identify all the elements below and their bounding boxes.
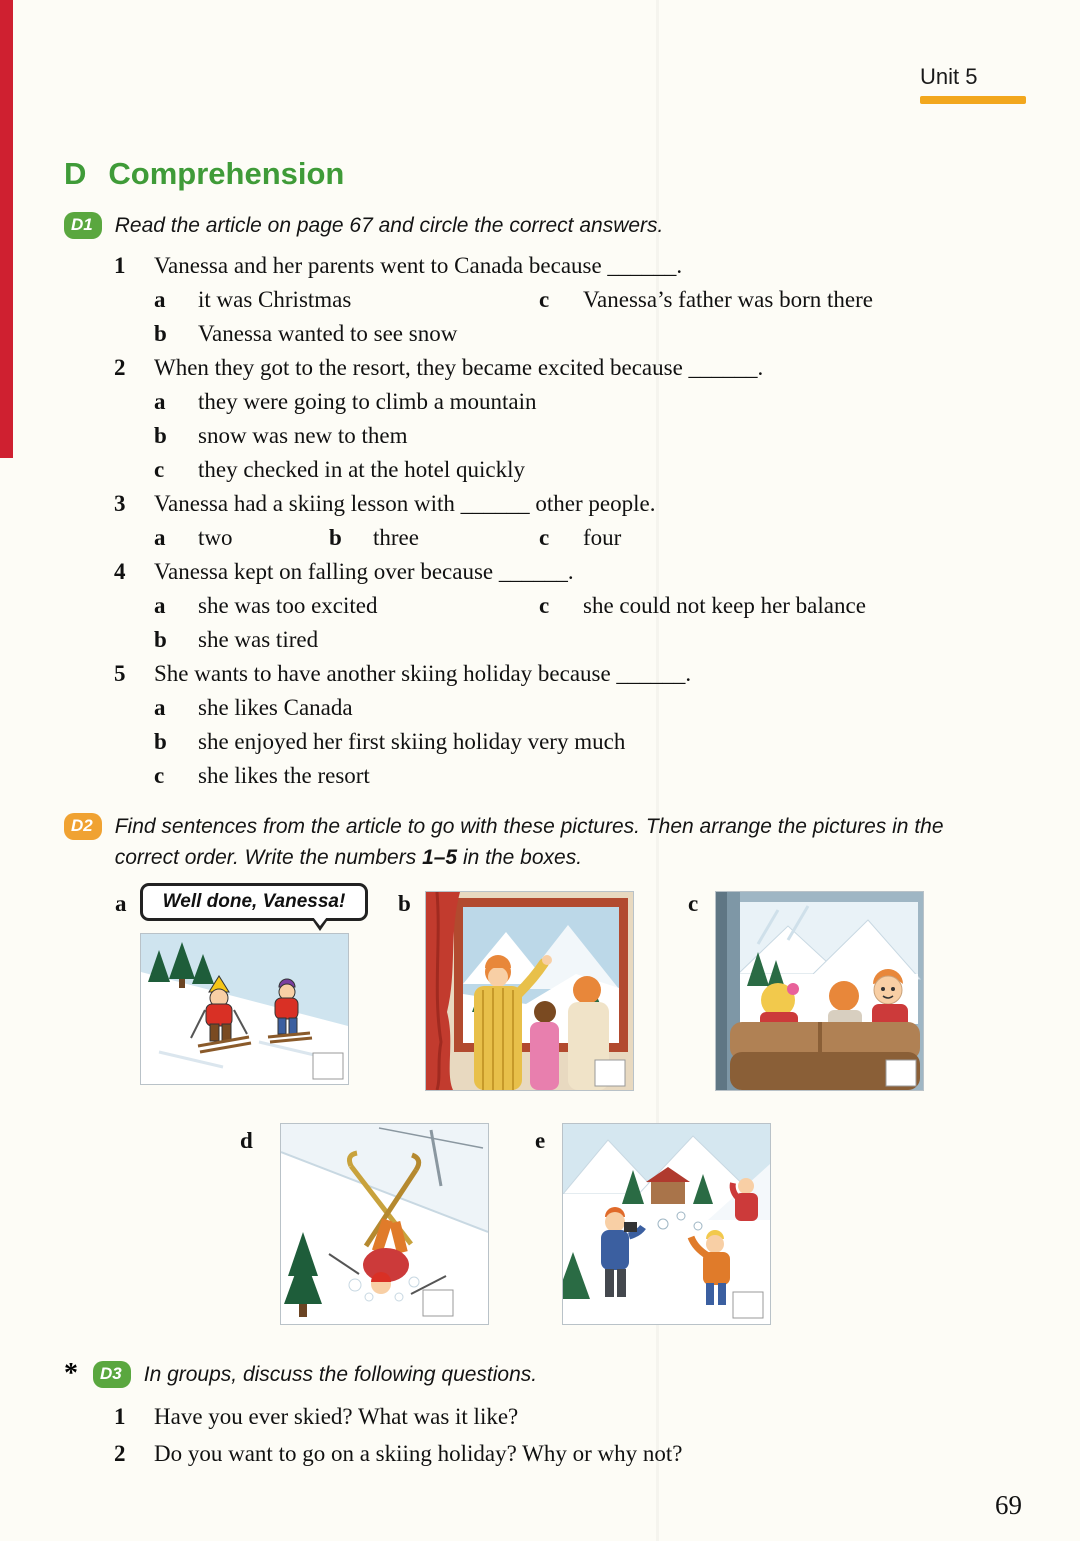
d2-instruction: Find sentences from the article to go with these pictures. Then arrange the pictures in the correct order. Write the numbers 1–5 in the boxes. bbox=[114, 815, 944, 869]
question-number: 3 bbox=[114, 491, 126, 516]
option-3a[interactable]: a two bbox=[154, 525, 233, 550]
option-5a[interactable]: a she likes Canada bbox=[154, 695, 353, 720]
d1-questions bbox=[114, 249, 1024, 793]
d3-header bbox=[64, 1359, 1024, 1390]
option-5c[interactable]: c she likes the resort bbox=[154, 763, 370, 788]
d2-badge: D2 bbox=[64, 813, 102, 840]
picture-b bbox=[425, 891, 634, 1091]
family-at-window-illustration bbox=[426, 892, 633, 1090]
optional-asterisk: * bbox=[64, 1358, 78, 1389]
option-5b[interactable]: b she enjoyed her first skiing holiday very much bbox=[154, 729, 626, 754]
question-number: 1 bbox=[114, 253, 126, 278]
option-2b[interactable]: b snow was new to them bbox=[154, 423, 408, 448]
question-number: 4 bbox=[114, 559, 126, 584]
d1-question-4 bbox=[114, 555, 1024, 657]
d1-question-3 bbox=[114, 487, 1024, 555]
option-2c[interactable]: c they checked in at the hotel quickly bbox=[154, 457, 525, 482]
question-number: 2 bbox=[114, 1441, 126, 1466]
picture-e bbox=[562, 1123, 771, 1325]
option-4a[interactable]: a she was too excited bbox=[154, 593, 378, 618]
fallen-skier-illustration bbox=[281, 1124, 488, 1324]
picture-c-label: c bbox=[688, 891, 699, 916]
d1-badge: D1 bbox=[64, 212, 102, 239]
question-text: Have you ever skied? What was it like? bbox=[154, 1404, 519, 1429]
d3-question-1 bbox=[114, 1398, 1024, 1435]
d3-badge: D3 bbox=[93, 1361, 131, 1388]
answer-box-b[interactable] bbox=[595, 1060, 625, 1086]
page-number: 69 bbox=[995, 1490, 1022, 1520]
question-text: Vanessa kept on falling over because ______. bbox=[154, 559, 574, 584]
snowball-fight-illustration bbox=[563, 1124, 770, 1324]
option-1b[interactable]: b Vanessa wanted to see snow bbox=[154, 321, 458, 346]
section-letter: D bbox=[64, 156, 87, 191]
picture-d bbox=[280, 1123, 489, 1325]
section-title: Comprehension bbox=[108, 156, 345, 191]
picture-a-label: a bbox=[115, 891, 127, 916]
option-4c[interactable]: c she could not keep her balance bbox=[539, 593, 866, 618]
question-number: 5 bbox=[114, 661, 126, 686]
d2-header bbox=[64, 811, 1024, 873]
question-number: 2 bbox=[114, 355, 126, 380]
picture-b-label: b bbox=[398, 891, 411, 916]
question-text: Vanessa and her parents went to Canada because ______. bbox=[154, 253, 683, 278]
picture-c bbox=[715, 891, 924, 1091]
d1-instruction: Read the article on page 67 and circle the correct answers. bbox=[114, 214, 664, 237]
question-number: 1 bbox=[114, 1404, 126, 1429]
question-text: Do you want to go on a skiing holiday? Why or why not? bbox=[154, 1441, 683, 1466]
d1-question-1 bbox=[114, 249, 1024, 351]
option-3c[interactable]: c four bbox=[539, 525, 622, 550]
answer-box-d[interactable] bbox=[423, 1290, 453, 1316]
question-text: She wants to have another skiing holiday because ______. bbox=[154, 661, 692, 686]
answer-box-a[interactable] bbox=[313, 1053, 343, 1079]
section-heading bbox=[64, 156, 1024, 192]
option-1c[interactable]: c Vanessa’s father was born there bbox=[539, 287, 873, 312]
question-text: Vanessa had a skiing lesson with ______ other people. bbox=[154, 491, 656, 516]
d3-questions bbox=[114, 1398, 1024, 1472]
option-1a[interactable]: a it was Christmas bbox=[154, 287, 352, 312]
children-on-coach-illustration bbox=[716, 892, 923, 1090]
picture-e-label: e bbox=[535, 1128, 546, 1153]
picture-a bbox=[140, 933, 349, 1085]
d3-question-2 bbox=[114, 1435, 1024, 1472]
d2-pictures bbox=[64, 883, 1024, 1341]
d1-question-5 bbox=[114, 657, 1024, 793]
option-4b[interactable]: b she was tired bbox=[154, 627, 319, 652]
d1-question-2 bbox=[114, 351, 1024, 487]
question-text: When they got to the resort, they became excited because ______. bbox=[154, 355, 764, 380]
speech-bubble: Well done, Vanessa! bbox=[140, 883, 368, 921]
ski-instructor-praising-vanessa-illustration bbox=[141, 934, 348, 1084]
unit-label: Unit 5 bbox=[920, 64, 978, 89]
answer-box-e[interactable] bbox=[733, 1292, 763, 1318]
answer-box-c[interactable] bbox=[886, 1060, 916, 1086]
picture-d-label: d bbox=[240, 1128, 253, 1153]
option-2a[interactable]: a they were going to climb a mountain bbox=[154, 389, 537, 414]
option-3b[interactable]: b three bbox=[329, 525, 419, 550]
d3-instruction: In groups, discuss the following questions. bbox=[143, 1363, 538, 1386]
d1-header bbox=[64, 210, 1024, 241]
